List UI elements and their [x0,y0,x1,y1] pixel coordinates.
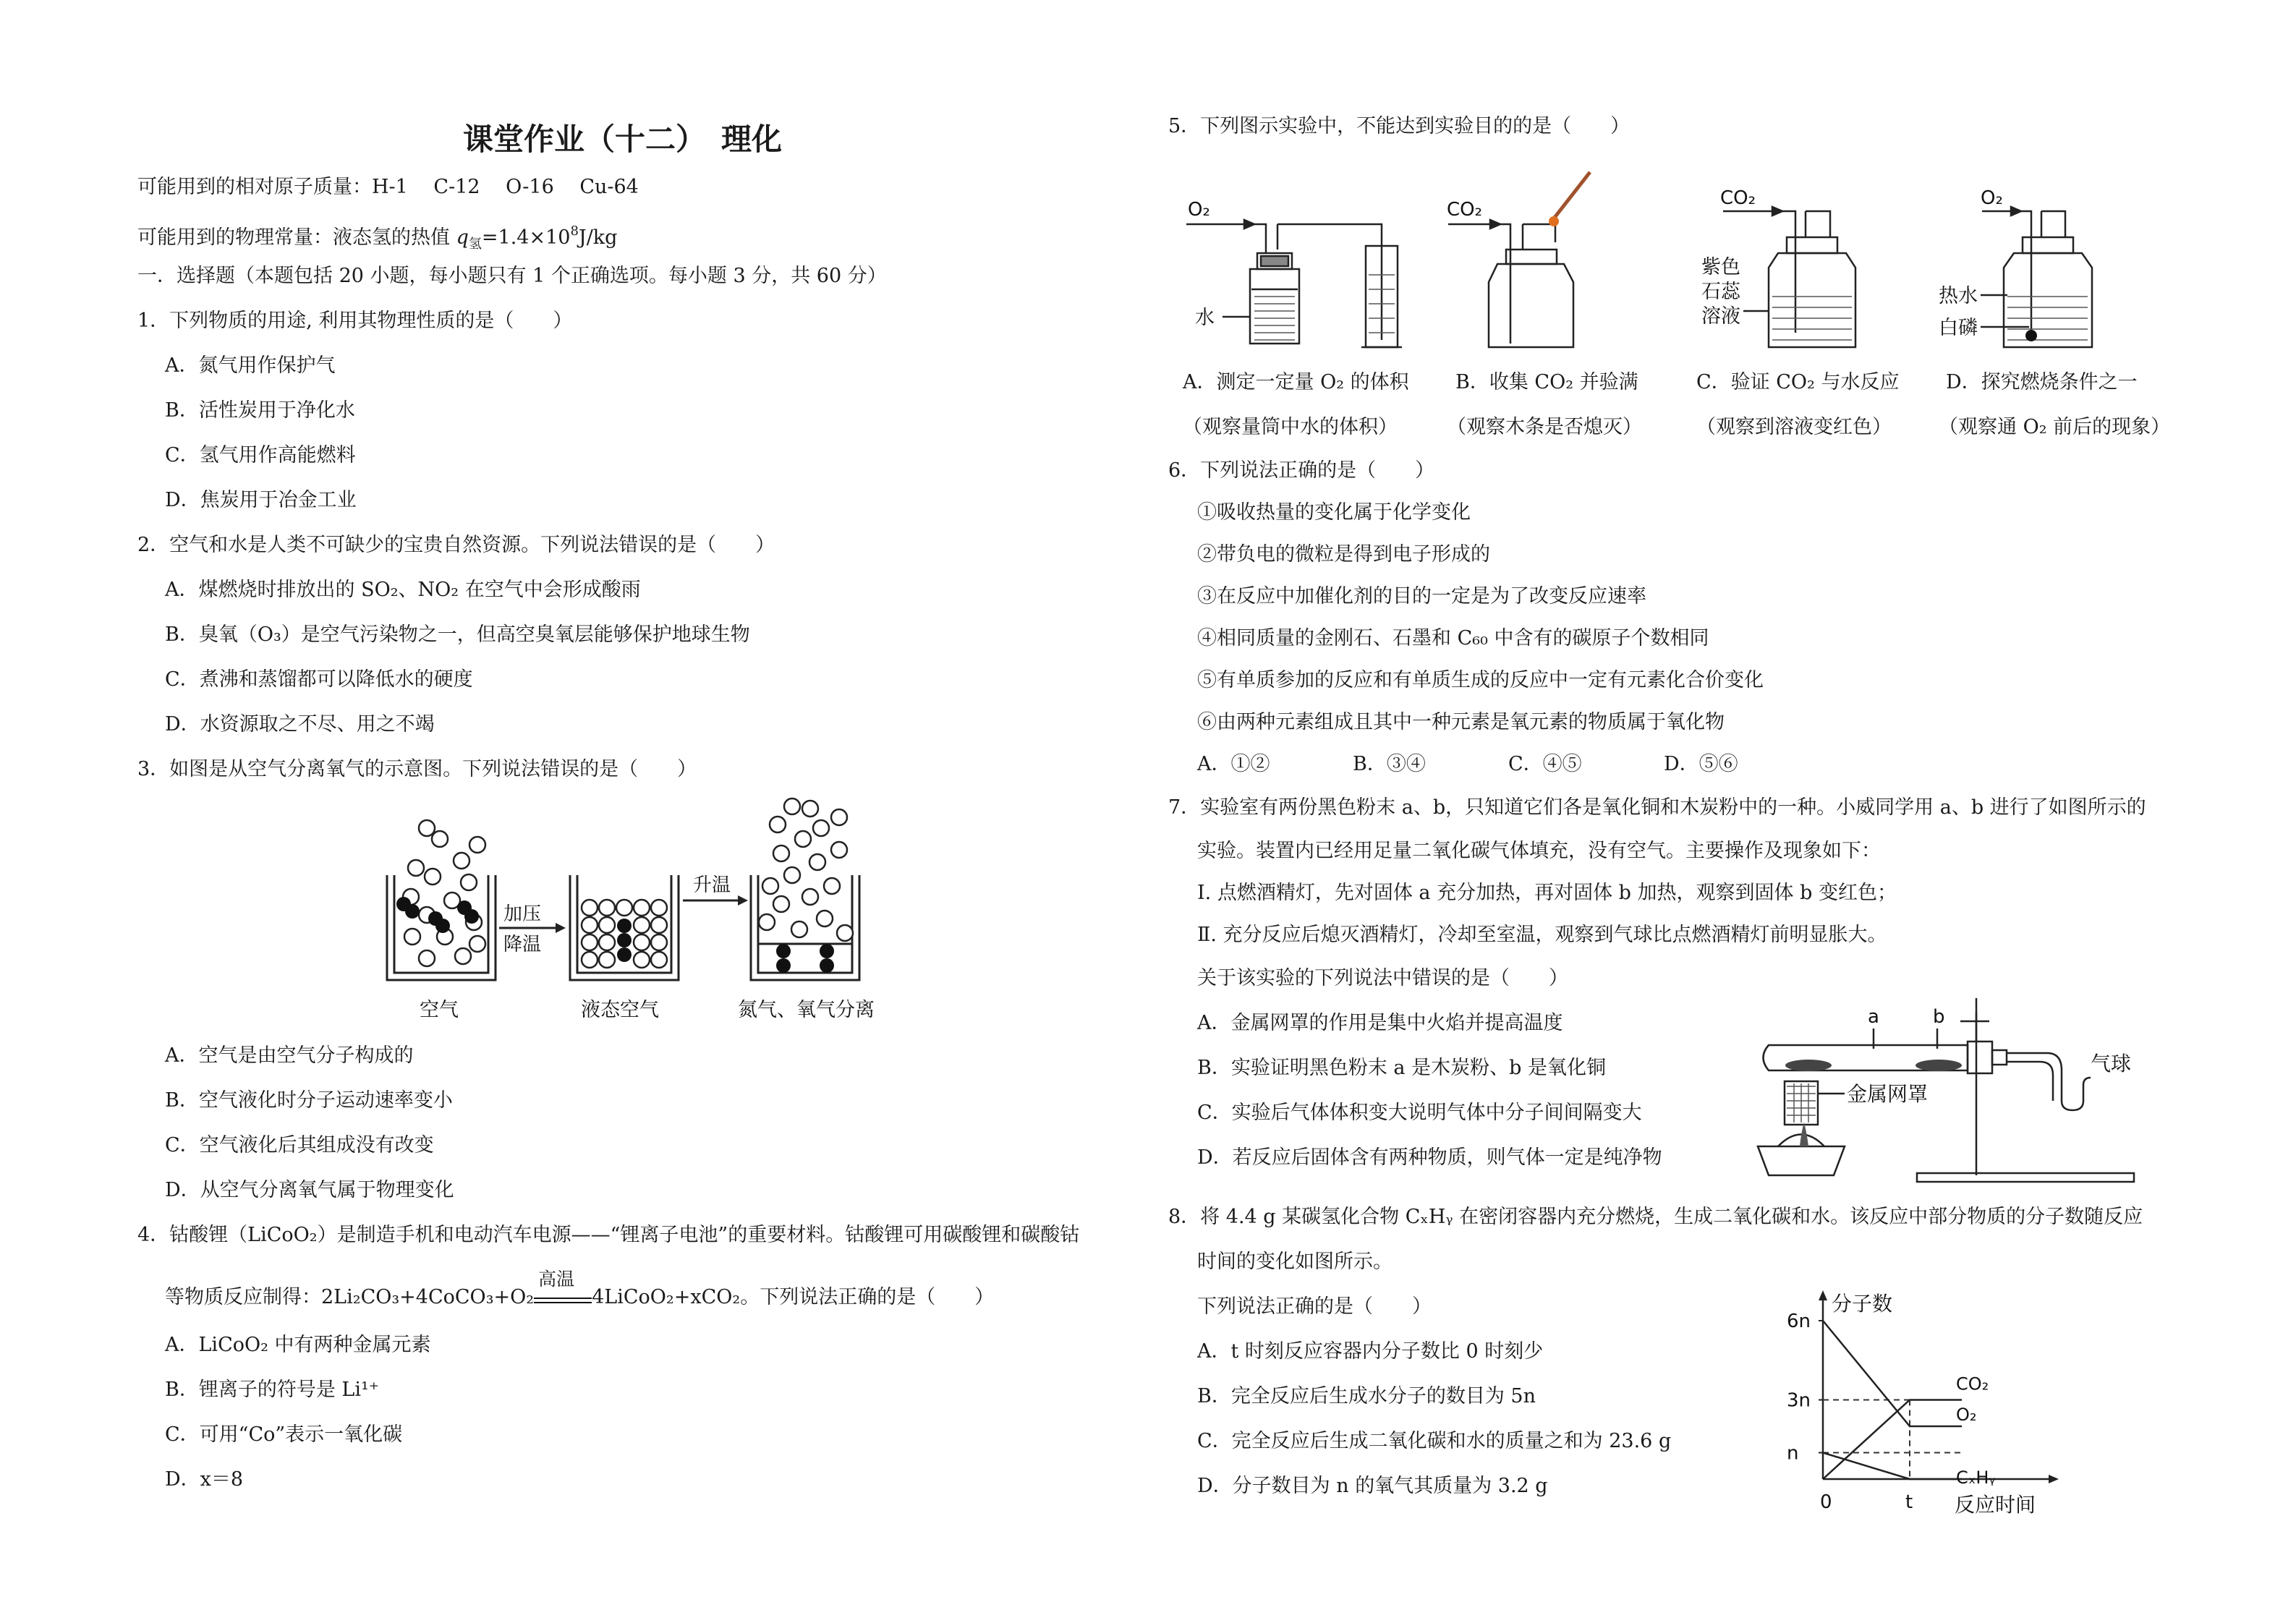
physical-constant-line [137,219,617,257]
splint-flame [1549,216,1559,226]
q6-statement-3: ③在反应中加催化剂的目的一定是为了改变反应速率 [1197,585,1646,608]
constant-value: =1.4×10 [481,226,571,249]
q5-option-b: B．收集 CO₂ 并验满 [1455,371,1638,393]
label-mesh: 金属网罩 [1847,1082,1929,1106]
white-phosphorus [2025,330,2037,341]
q1-option-d: D．焦炭用于冶金工业 [165,489,357,511]
q7-stem: 7．实验室有两份黑色粉末 a、b，只知道它们各是氧化铜和木炭粉中的一种。小威同学用 a、b 进行了如图所示的 [1168,796,2146,819]
chart-ylabel: 分子数 [1832,1292,1893,1316]
q8-molecule-count-chart [1765,1287,2069,1519]
q6-statement-2: ②带负电的微粒是得到电子形成的 [1197,543,1490,566]
q5-stem: 5．下列图示实验中，不能达到实验目的的是（ ） [1168,115,1630,137]
q5-option-a: A．测定一定量 O₂ 的体积 [1183,371,1409,393]
q5-option-c-note: （观察到溶液变红色） [1696,416,1892,438]
q6-statement-4: ④相同质量的金刚石、石墨和 C₆₀ 中含有的碳原子个数相同 [1197,627,1709,649]
water-hatch-a [1254,275,1395,340]
q4-option-d: D．x＝8 [165,1468,244,1491]
q8-option-b: B．完全反应后生成水分子的数目为 5n [1197,1385,1536,1407]
q1-option-b: B．活性炭用于净化水 [165,399,355,422]
q6-option-c: C．④⑤ [1508,753,1582,775]
q3-air-separation-figure [376,796,883,1034]
litmus-hatch [1772,297,1852,340]
q6-statement-5: ⑤有单质参加的反应和有单质生成的反应中一定有元素化合价变化 [1197,669,1764,691]
q6-statement-6: ⑥由两种元素组成且其中一种元素是氧元素的物质属于氧化物 [1197,711,1725,733]
series-line [1823,1453,1962,1480]
q4-option-a: A．LiCoO₂ 中有两种金属元素 [165,1334,431,1356]
q5-option-d: D．探究燃烧条件之一 [1946,371,2138,393]
q4-equation-left: 等物质反应制得：2Li₂CO₃+4CoCO₃+O₂ [165,1286,535,1308]
q8-stem: 8．将 4.4 g 某碳氢化合物 CₓHᵧ 在密闭容器内充分燃烧，生成二氧化碳和水。该反应中部分物质的分子数随反应 [1168,1206,2143,1228]
powder-a [1785,1060,1832,1071]
litmus-label-1: 紫色 [1701,256,1740,278]
gas-label-b: CO₂ [1447,199,1483,221]
q4-option-b: B．锂离子的符号是 Li¹⁺ [165,1379,380,1401]
q8-ask: 下列说法正确的是（ ） [1197,1295,1432,1318]
oxygen-molecules-separated [776,944,834,973]
page-title: 课堂作业（十二） 理化 [463,122,783,157]
q6-statement-1: ①吸收热量的变化属于化学变化 [1197,501,1471,524]
constant-unit: J/kg [578,226,618,249]
q4-equation-right: 4LiCoO₂+xCO₂。下列说法正确的是（ ） [592,1286,995,1308]
gas-label-d: O₂ [1981,187,2003,209]
chart-xlabel: 反应时间 [1955,1493,2036,1517]
q1-stem: 1．下列物质的用途, 利用其物理性质的是（ ） [137,310,573,332]
q7-operation-2: Ⅱ. 充分反应后熄灭酒精灯，冷却至室温，观察到气球比点燃酒精灯前明显胀大。 [1197,924,1887,946]
q6-stem: 6．下列说法正确的是（ ） [1168,459,1435,482]
litmus-label-2: 石蕊 [1701,281,1740,303]
powder-b [1916,1060,1962,1071]
q5-option-b-note: （观察木条是否熄灭） [1447,416,1642,438]
q4-option-c: C．可用“Co”表示一氧化碳 [165,1423,403,1446]
mesh-pattern [1787,1083,1816,1123]
litmus-label-3: 溶液 [1701,305,1740,328]
label-balloon: 气球 [2091,1052,2132,1075]
q7-option-c: C．实验后气体体积变大说明气体中分子间间隔变大 [1197,1102,1642,1124]
y-tick-label: n [1787,1442,1799,1465]
atomic-mass-line: 可能用到的相对原子质量：H-1 C-12 O-16 Cu-64 [137,176,639,198]
white-p-label: 白磷 [1939,317,1978,339]
q4-condition-text: 高温 [538,1269,575,1290]
q6-option-d: D．⑤⑥ [1664,753,1738,775]
q2-option-d: D．水资源取之不尽、用之不竭 [165,713,435,736]
label-a: a [1868,1006,1879,1028]
oxygen-molecules-liquid [617,919,632,962]
q3-stem: 3．如图是从空气分离氧气的示意图。下列说法错误的是（ ） [137,758,697,780]
constant-q: q [456,226,469,249]
q2-stem: 2．空气和水是人类不可缺少的宝贵自然资源。下列说法错误的是（ ） [137,534,775,556]
hot-water-label: 热水 [1939,285,1978,307]
fig-label-air: 空气 [420,999,459,1021]
constant-prefix: 可能用到的物理常量：液态氢的热值 [137,226,456,249]
air-molecules [403,820,485,966]
q5-option-c: C．验证 CO₂ 与水反应 [1696,371,1900,393]
arrow1-top-label: 加压 [503,903,542,925]
fig-label-liquid-air: 液态空气 [581,999,659,1021]
q8-stem-2: 时间的变化如图所示。 [1197,1251,1393,1273]
y-tick-label: 3n [1787,1389,1811,1412]
q8-option-c: C．完全反应后生成二氧化碳和水的质量之和为 23.6 g [1197,1430,1672,1452]
series-line [1823,1321,1962,1426]
q7-operation-1: Ⅰ. 点燃酒精灯，先对固体 a 充分加热，再对固体 b 加热，观察到固体 b 变红色； [1197,882,1897,904]
series-label: O₂ [1956,1405,1977,1425]
q2-option-b: B．臭氧（O₃）是空气污染物之一，但高空臭氧层能够保护地球生物 [165,623,750,646]
q5-option-d-note: （观察通 O₂ 前后的现象） [1939,416,2171,438]
q4-equation-line [165,1269,995,1310]
q8-option-d: D．分子数目为 n 的氧气其质量为 3.2 g [1197,1475,1548,1497]
q3-option-a: A．空气是由空气分子构成的 [165,1044,414,1067]
y-tick-label: 6n [1787,1311,1811,1332]
q1-option-c: C．氢气用作高能燃料 [165,444,356,467]
arrow2-label: 升温 [693,874,731,896]
q7-apparatus-figure [1743,969,2148,1186]
oxygen-molecules-air [396,897,479,933]
q2-option-a: A．煤燃烧时排放出的 SO₂、NO₂ 在空气中会形成酸雨 [165,579,641,601]
gas-label-a: O₂ [1188,199,1210,221]
q3-option-c: C．空气液化后其组成没有改变 [165,1134,434,1156]
wood-splint [1554,172,1590,218]
q4-stem: 4．钴酸锂（LiCoO₂）是制造手机和电动汽车电源——“锂离子电池”的重要材料。钴酸锂可用碳酸锂和碳酸钴 [137,1224,1080,1246]
nitrogen-molecules-rising [759,798,853,941]
section-heading: 一．选择题（本题包括 20 小题，每小题只有 1 个正确选项。每小题 3 分，共 60 分） [137,265,887,287]
q6-option-b: B．③④ [1353,753,1426,775]
q7-option-d: D．若反应后固体含有两种物质，则气体一定是纯净物 [1197,1146,1662,1169]
label-b: b [1933,1006,1945,1028]
constant-sub: 氢 [468,237,482,252]
series-label: CO₂ [1956,1373,1989,1394]
x-tick-label: 0 [1820,1491,1832,1513]
q5-option-a-note: （观察量筒中水的体积） [1183,416,1398,438]
arrow1-bottom-label: 降温 [503,934,542,955]
q8-option-a: A．t 时刻反应容器内分子数比 0 时刻少 [1197,1340,1544,1363]
q2-option-c: C．煮沸和蒸馏都可以降低水的硬度 [165,668,473,691]
q7-option-b: B．实验证明黑色粉末 a 是木炭粉、b 是氧化铜 [1197,1057,1606,1079]
q3-option-d: D．从空气分离氧气属于物理变化 [165,1179,454,1201]
q7-ask: 关于该实验的下列说法中错误的是（ ） [1197,967,1568,989]
hot-water-hatch [2007,297,2088,340]
q1-option-a: A．氮气用作保护气 [165,354,336,377]
q4-equals-sign [534,1298,592,1303]
q4-condition [534,1269,592,1303]
fig-label-separated: 氮气、氧气分离 [738,999,875,1021]
water-label: 水 [1195,307,1215,329]
q3-option-b: B．空气液化时分子运动速率变小 [165,1089,453,1112]
series-line [1823,1400,1962,1480]
q6-option-a: A．①② [1197,753,1270,775]
x-tick-label: t [1905,1491,1913,1513]
gas-label-c: CO₂ [1720,187,1756,209]
q7-stem-2: 实验。装置内已经用足量二氧化碳气体填充，没有空气。主要操作及现象如下： [1197,840,1881,862]
q5-apparatus-figure [1179,166,2177,362]
q7-option-a: A．金属网罩的作用是集中火焰并提高温度 [1197,1012,1563,1034]
series-label: CₓHᵧ [1956,1467,1996,1488]
constant-exp: 8 [570,223,579,239]
